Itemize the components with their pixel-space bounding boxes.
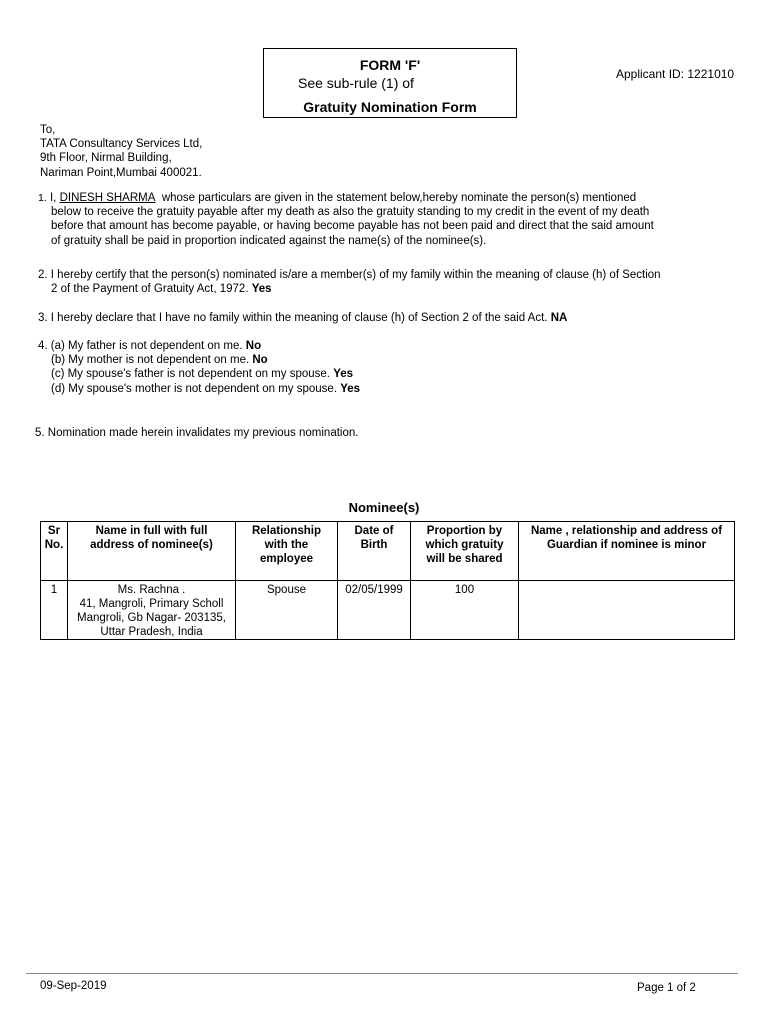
cell-dob: 02/05/1999 [338, 581, 411, 640]
clause-answer: NA [550, 312, 568, 324]
form-header-box [263, 48, 517, 118]
form-title: FORM 'F' [359, 57, 421, 73]
clause-number: 1. [38, 192, 47, 204]
clause-answer: No [252, 354, 268, 367]
clause-5: 5. Nomination made herein invalidates my previous nomination. [35, 427, 359, 439]
table-header-row [41, 522, 735, 581]
employee-name: DINESH SHARMA [59, 192, 156, 204]
clause-4: 4. (a) My father is not dependent on me. No (b) My mother is not dependent on me. No (c) My spouse's father is not dependent on my spouse. Yes (d) My spouse's mother is not dependent on my spouse. Yes [38, 340, 361, 395]
cell-guardian [519, 581, 735, 640]
clause-1: 1. I, DINESH SHARMA whose particulars are given in the statement below,hereby nominate the person(s) mentioned below to receive the gratuity payable after my death as also the gratuity standing to my credit in the event of my death before that amount has become payable, or having become payable has not been paid and direct that the said amount of gratuity shall be paid in proportion indicated against the name(s) of the nominee(s). [38, 192, 654, 247]
footer-date: 09-Sep-2019 [40, 980, 107, 992]
col-proportion: Proportion by which gratuity will be shared [411, 522, 519, 581]
cell-nominee-name: Ms. Rachna . 41, Mangroli, Primary Scholl Mangroli, Gb Nagar- 203135, Uttar Pradesh, India [68, 581, 236, 640]
address-line: TATA Consultancy Services Ltd, [40, 138, 203, 151]
cell-relationship: Spouse [236, 581, 338, 640]
clause-2: 2. I hereby certify that the person(s) nominated is/are a member(s) of my family within the meaning of clause (h) of Section 2 of the Payment of Gratuity Act, 1972. Yes [38, 269, 661, 296]
nominee-table [40, 521, 735, 640]
form-name: Gratuity Nomination Form [303, 99, 477, 115]
col-sr-no: Sr No. [41, 522, 68, 581]
clause-answer: Yes [333, 368, 354, 381]
cell-sr: 1 [41, 581, 68, 640]
footer-page-number: Page 1 of 2 [637, 982, 696, 994]
address-line: Nariman Point,Mumbai 400021. [40, 166, 202, 179]
recipient-address [40, 123, 202, 180]
clause-answer: Yes [251, 283, 272, 296]
col-guardian: Name , relationship and address of Guardian if nominee is minor [519, 522, 735, 581]
nominee-heading: Nominee(s) [348, 500, 420, 515]
table-row [41, 581, 735, 640]
form-subrule: See sub-rule (1) of [298, 75, 414, 91]
applicant-id: Applicant ID: 1221010 [616, 67, 735, 81]
clause-3: 3. I hereby declare that I have no family within the meaning of clause (h) of Section 2 of the said Act. NA [38, 312, 568, 324]
address-line: 9th Floor, Nirmal Building, [40, 152, 172, 165]
clause-answer: No [245, 340, 262, 352]
col-nominee-name: Name in full with full address of nominee(s) [68, 522, 236, 581]
clause-number: 4. [38, 340, 48, 352]
clause-answer: Yes [340, 382, 361, 395]
col-relationship: Relationship with the employee [236, 522, 338, 581]
col-date-of-birth: Date of Birth [338, 522, 411, 581]
clause-number: 3. [38, 312, 48, 324]
address-to: To, [40, 124, 56, 136]
clause-number: 2. [38, 269, 48, 281]
footer-divider [26, 973, 738, 974]
cell-proportion: 100 [411, 581, 519, 640]
